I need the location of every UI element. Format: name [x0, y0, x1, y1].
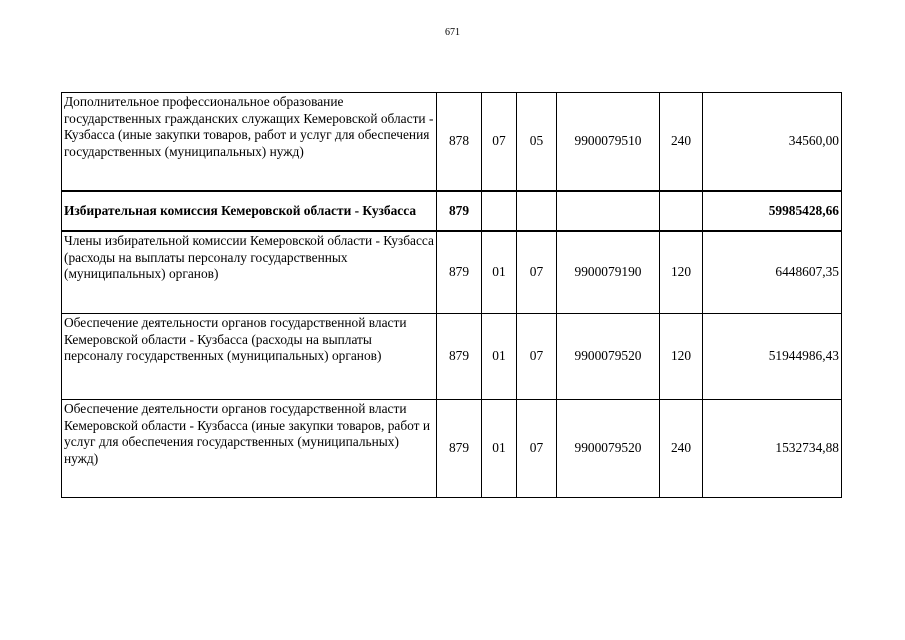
- sum-cell: 34560,00: [703, 93, 842, 192]
- expense-name-cell: Обеспечение деятельности органов государственной власти Кемеровской области - Кузбасса (расходы на выплаты персоналу государственных (муниципальных) органов): [62, 314, 437, 400]
- section-code-cell: 01: [482, 400, 517, 498]
- subsection-code-cell: 05: [517, 93, 557, 192]
- sum-cell: 51944986,43: [703, 314, 842, 400]
- ministry-code-cell: 879: [437, 231, 482, 314]
- target-article-cell: 9900079520: [557, 314, 660, 400]
- subsection-code-cell: [517, 191, 557, 231]
- table-row: [62, 231, 842, 314]
- sum-cell: 1532734,88: [703, 400, 842, 498]
- expense-type-cell: 240: [660, 400, 703, 498]
- sum-cell: 6448607,35: [703, 231, 842, 314]
- subsection-code-cell: 07: [517, 314, 557, 400]
- expense-name-cell: Избирательная комиссия Кемеровской области - Кузбасса: [62, 191, 437, 231]
- budget-table: [61, 92, 842, 498]
- table-row: [62, 314, 842, 400]
- ministry-code-cell: 879: [437, 191, 482, 231]
- ministry-code-cell: 879: [437, 314, 482, 400]
- section-code-cell: 07: [482, 93, 517, 192]
- expense-name-cell: Дополнительное профессиональное образование государственных гражданских служащих Кемеровской области - Кузбасса (иные закупки товаров, работ и услуг для обеспечения государственных (муниципальных) нужд): [62, 93, 437, 192]
- expense-type-cell: 120: [660, 231, 703, 314]
- ministry-code-cell: 879: [437, 400, 482, 498]
- expense-type-cell: 120: [660, 314, 703, 400]
- target-article-cell: [557, 191, 660, 231]
- expense-type-cell: 240: [660, 93, 703, 192]
- section-code-cell: 01: [482, 231, 517, 314]
- table-row: [62, 93, 842, 192]
- ministry-code-cell: 878: [437, 93, 482, 192]
- section-code-cell: [482, 191, 517, 231]
- expense-name-cell: Члены избирательной комиссии Кемеровской области - Кузбасса (расходы на выплаты персоналу государственных (муниципальных) органов): [62, 231, 437, 314]
- target-article-cell: 9900079510: [557, 93, 660, 192]
- expense-type-cell: [660, 191, 703, 231]
- expense-name-cell: Обеспечение деятельности органов государственной власти Кемеровской области - Кузбасса (иные закупки товаров, работ и услуг для обеспечения государственных (муниципальных) нужд): [62, 400, 437, 498]
- table-row-section-header: [62, 191, 842, 231]
- subsection-code-cell: 07: [517, 231, 557, 314]
- section-code-cell: 01: [482, 314, 517, 400]
- subsection-code-cell: 07: [517, 400, 557, 498]
- target-article-cell: 9900079520: [557, 400, 660, 498]
- target-article-cell: 9900079190: [557, 231, 660, 314]
- sum-cell: 59985428,66: [703, 191, 842, 231]
- page-number: 671: [445, 27, 460, 38]
- table-row: [62, 400, 842, 498]
